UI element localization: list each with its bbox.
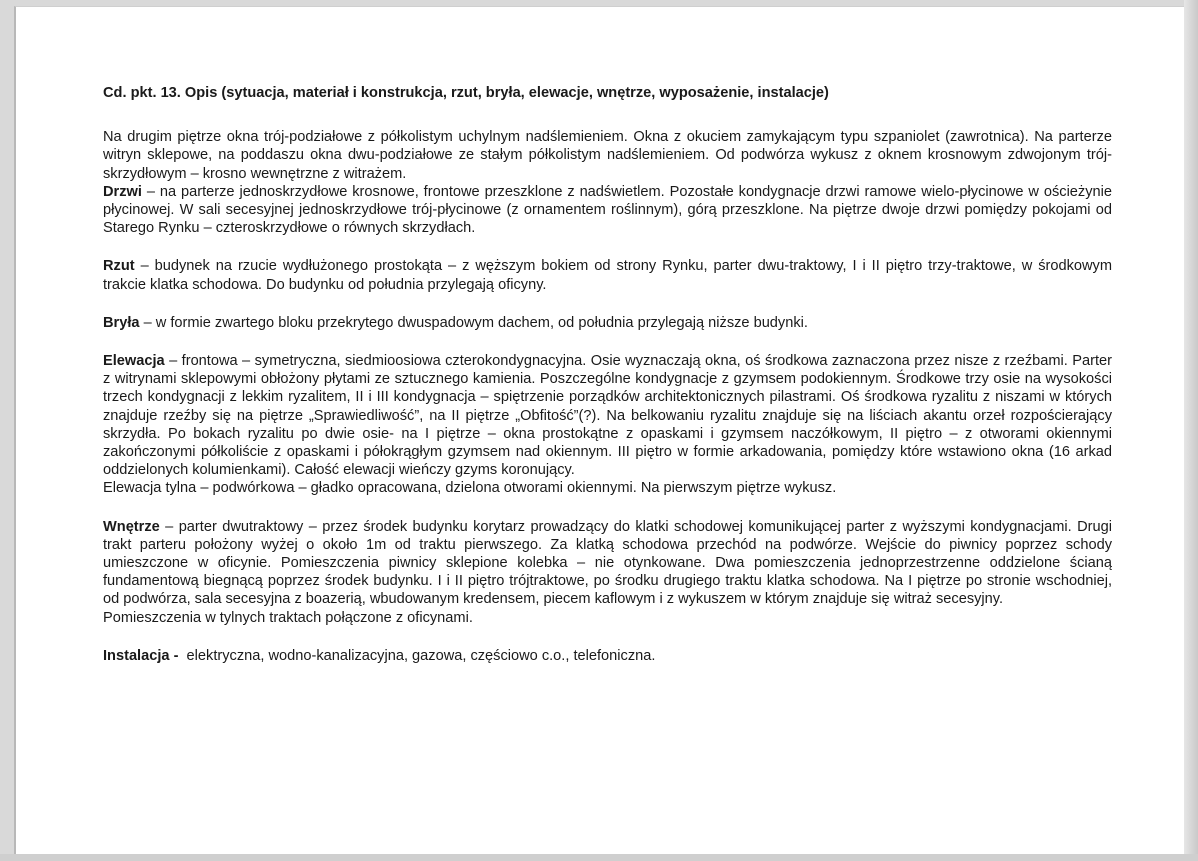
elewacja-label: Elewacja — [103, 353, 165, 370]
wnetrze-label: Wnętrze — [103, 518, 160, 535]
paragraph-wnetrze — [103, 518, 1112, 627]
paragraph-rzut — [103, 257, 1112, 293]
drzwi-text: – na parterze jednoskrzydłowe krosnowe, frontowe przeszklone z nadświetlem. Pozostałe kondygnacje drzwi ramowe wielo-płycinowe w ościeżynie płycinowej. W sali secesyjnej jednoskrzydłowe trój-płycinowe (z ornamentem roślinnym), górą przeszklone. Na piętrze dwoje drzwi pomiędzy pokojami od Starego Rynku – czteroskrzydłowe o równych skrzydłach. — [103, 183, 1112, 237]
elewacja-tylna-text: Elewacja tylna – podwórkowa – gładko opracowana, dzielona otworami okiennymi. Na pierwszym piętrze wykusz. — [103, 480, 837, 497]
intro-text: Na drugim piętrze okna trój-podziałowe z półkolistym uchylnym nadślemieniem. Okna z okuciem zamykającym typu szpaniolet (zawrotnica). Na parterze witryn sklepowe, na poddaszu okna dwu-podziałowe ze stałym półkolistym nadślemieniem. Od podwórza wykusz z oknem krosnowym zdwojonym trój-skrzydłowym – krosno wewnętrzne z witrażem. — [103, 129, 1112, 182]
scan-edge-right — [1184, 0, 1198, 861]
wnetrze-text: – parter dwutraktowy – przez środek budynku korytarz prowadzący do klatki schodowej komunikującej parter z wyższymi kondygnacjami. Drugi trakt parteru położony wyżej o około 1m od traktu pierwszego. Za klatką schodowa przechód na podwórze. Wejście do piwnicy poprzez schody umieszczone w oficynie. Pomieszczenia piwnicy sklepione kolebka – nie otynkowane. Dwa pomieszczenia jednoprzestrzenne oddzielone ścianą fundamentową biegnącą poprzez środek budynku. I i II piętro trójtraktowe, po środku drugiego traktu klatka schodowa. Na I piętrze po stronie wschodniej, od podwórza, sala secesyjna z boazerią, wbudowanym kredensem, piecem kaflowym i z wykuszem w którym znajduje się witraż secesyjny. — [103, 518, 1112, 608]
section-heading: Cd. pkt. 13. Opis (sytuacja, materiał i konstrukcja, rzut, bryła, elewacje, wnętrze, wyposażenie, instalacje) — [103, 85, 829, 101]
rzut-label: Rzut — [103, 258, 135, 275]
wnetrze-extra-text: Pomieszczenia w tylnych traktach połączone z oficynami. — [103, 609, 473, 626]
bryla-label: Bryła — [103, 314, 140, 331]
instalacja-label: Instalacja - — [103, 647, 179, 664]
drzwi-label: Drzwi — [103, 183, 142, 200]
instalacja-text: elektryczna, wodno-kanalizacyjna, gazowa, częściowo c.o., telefoniczna. — [178, 647, 656, 664]
document-body — [103, 84, 1112, 665]
paragraph-elewacja — [103, 352, 1112, 498]
elewacja-text: – frontowa – symetryczna, siedmioosiowa czterokondygnacyjna. Osie wyznaczają okna, oś środkowa zaznaczona przez nisze z rzeźbami. Parter z witrynami sklepowymi obłożony płytami ze sztucznego kamienia. Poszczególne kondygnacje z gzymsem podokiennym. Środkowe trzy osie na wysokości trzech kondygnacji z lekkim ryzalitem, II i III kondygnacja – spiętrzenie porządków architektonicznych pilastrami. Oś środkowa ryzalitu z niszami w których znajduje rzeźby się na piętrze „Sprawiedliwość”, na II piętrze „Obfitość”(?). Na belkowaniu ryzalitu znajduje się na liściach akantu orzeł rozpościerający skrzydła. Po bokach ryzalitu po dwie osie- na I piętrze – okna prostokątne z opaskami i gzymsem naczółkowym, II piętro – z otworami okiennymi zakończonymi półkoliście z opaskami i półokrągłym gzymsem nad okiennym. III piętro w formie arkadowania, pomiędzy które wstawiono okna (16 arkad oddzielonych kolumienkami). Całość elewacji wieńczy gzyms koronujący. — [103, 353, 1112, 479]
paragraph-bryla — [103, 314, 1112, 332]
paragraph-instalacja — [103, 647, 1112, 665]
bryla-text: – w formie zwartego bloku przekrytego dwuspadowym dachem, od południa przylegają niższe budynki. — [139, 314, 808, 331]
document-sheet — [14, 6, 1184, 854]
paragraph-windows-doors — [103, 128, 1112, 237]
rzut-text: – budynek na rzucie wydłużonego prostokąta – z węższym bokiem od strony Rynku, parter dwu-traktowy, I i II piętro trzy-traktowe, w środkowym trakcie klatka schodowa. Do budynku od południa przylegają oficyny. — [103, 258, 1112, 293]
scan-edge-bottom — [0, 854, 1198, 861]
